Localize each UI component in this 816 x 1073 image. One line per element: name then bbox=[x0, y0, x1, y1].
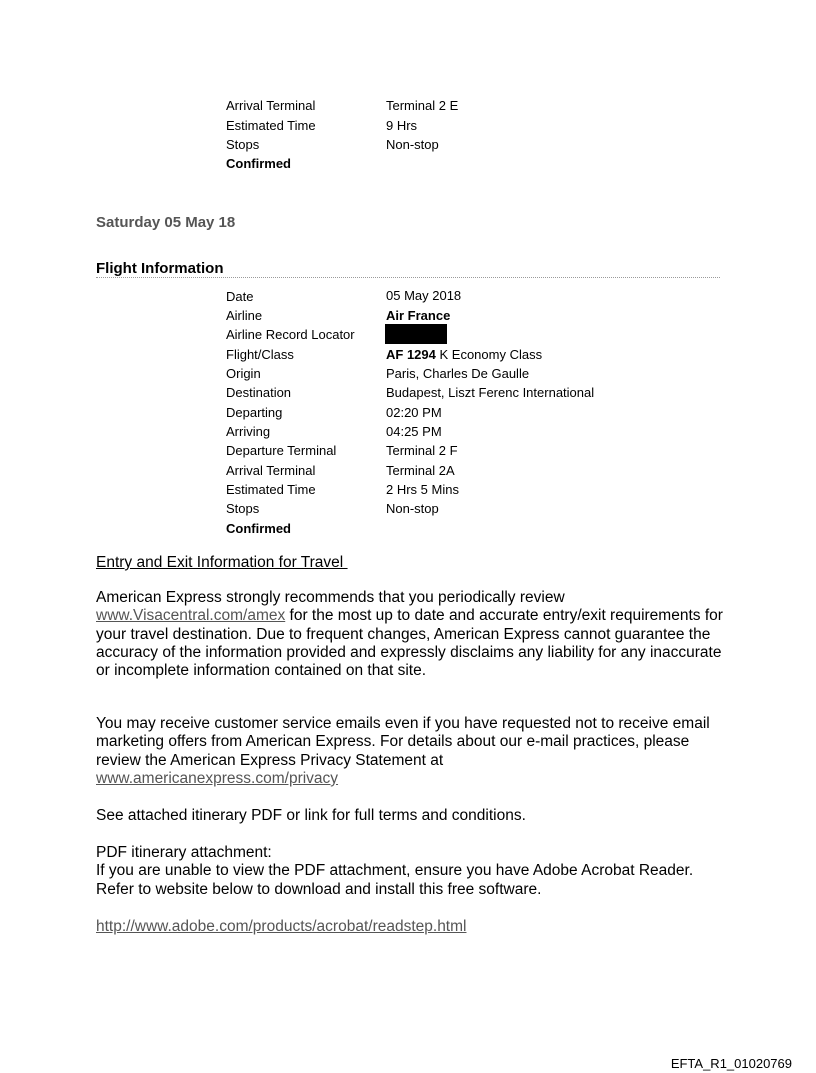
arrival-terminal-label: Arrival Terminal bbox=[226, 98, 316, 113]
pdf-text: If you are unable to view the PDF attachment, ensure you have Adobe Acrobat Reader. Refer to website below to download and install this free software. bbox=[96, 862, 694, 898]
flight-class-value bbox=[386, 347, 542, 363]
airline-value: Air France bbox=[386, 308, 451, 323]
departing-value: 02:20 PM bbox=[386, 405, 442, 420]
entry-exit-paragraph bbox=[96, 589, 726, 680]
entry-exit-text-end: for the most up to date and accurate entry/exit requirements for your travel destination. Due to frequent changes, American Express cannot guarantee the accuracy of the information provided and expressly disclaims any liability for any inaccurate or incomplete information contained on that site. bbox=[96, 607, 723, 680]
departure-terminal-label: Departure Terminal bbox=[226, 443, 337, 458]
destination-label: Destination bbox=[226, 385, 292, 400]
privacy-paragraph bbox=[96, 715, 726, 788]
privacy-text: You may receive customer service emails even if you have requested not to receive email marketing offers from American Express. For details about our e-mail practices, please review the American Express Privacy Statement at bbox=[96, 715, 710, 769]
section-divider bbox=[96, 277, 720, 278]
flight-class: K Economy Class bbox=[439, 347, 543, 362]
adobe-link[interactable]: http://www.adobe.com/products/acrobat/readstep.html bbox=[96, 918, 467, 935]
visacentral-link[interactable]: www.Visacentral.com/amex bbox=[96, 607, 286, 625]
arrival-terminal-value: Terminal 2 E bbox=[386, 98, 459, 113]
date-value: 05 May 2018 bbox=[386, 288, 462, 303]
estimated-time-value: 2 Hrs 5 Mins bbox=[386, 482, 459, 497]
departure-terminal-value: Terminal 2 F bbox=[386, 443, 458, 458]
arrival-terminal-label: Arrival Terminal bbox=[226, 463, 316, 478]
estimated-time-value: 9 Hrs bbox=[386, 118, 418, 133]
estimated-time-label: Estimated Time bbox=[226, 482, 316, 497]
stops-label: Stops bbox=[226, 501, 260, 516]
date-label: Date bbox=[226, 289, 254, 304]
arriving-label: Arriving bbox=[226, 424, 271, 439]
adobe-link-line bbox=[96, 918, 726, 936]
privacy-link[interactable]: www.americanexpress.com/privacy bbox=[96, 769, 339, 787]
stops-value: Non-stop bbox=[386, 501, 439, 516]
document-id: EFTA_R1_01020769 bbox=[670, 1056, 792, 1071]
destination-value: Budapest, Liszt Ferenc International bbox=[386, 385, 595, 400]
status-confirmed: Confirmed bbox=[226, 521, 291, 536]
arrival-terminal-value: Terminal 2A bbox=[386, 463, 455, 478]
terms-note: See attached itinerary PDF or link for full terms and conditions. bbox=[96, 807, 526, 824]
record-locator-label: Airline Record Locator bbox=[226, 327, 355, 342]
entry-exit-text-start: American Express strongly recommends that you periodically review bbox=[96, 589, 565, 606]
status-confirmed: Confirmed bbox=[226, 156, 291, 171]
record-locator-redaction bbox=[385, 324, 447, 344]
flight-class-label: Flight/Class bbox=[226, 347, 294, 362]
entry-exit-heading: Entry and Exit Information for Travel bbox=[96, 554, 348, 571]
origin-label: Origin bbox=[226, 366, 261, 381]
flight-number: AF 1294 bbox=[386, 347, 436, 362]
arriving-value: 04:25 PM bbox=[386, 424, 442, 439]
stops-value: Non-stop bbox=[386, 137, 439, 152]
pdf-heading: PDF itinerary attachment: bbox=[96, 844, 272, 861]
airline-label: Airline bbox=[226, 308, 263, 323]
departing-label: Departing bbox=[226, 405, 283, 420]
flight-info-heading: Flight Information bbox=[96, 260, 224, 277]
date-heading: Saturday 05 May 18 bbox=[96, 214, 236, 231]
estimated-time-label: Estimated Time bbox=[226, 118, 316, 133]
stops-label: Stops bbox=[226, 137, 260, 152]
origin-value: Paris, Charles De Gaulle bbox=[386, 366, 530, 381]
pdf-section bbox=[96, 844, 726, 899]
